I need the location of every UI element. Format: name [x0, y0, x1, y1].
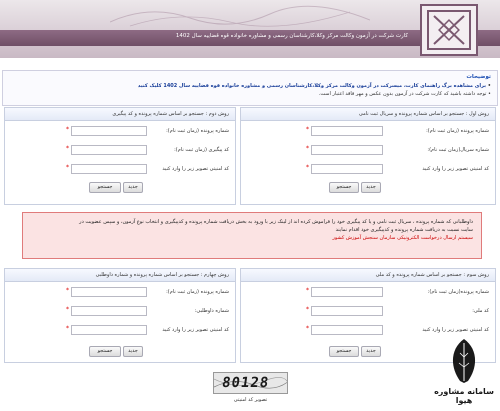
- method2-panel: [4, 107, 236, 205]
- method2-label-case: شماره پرونده (زمان ثبت نام):: [166, 128, 229, 134]
- method4-search-button[interactable]: جستجو: [89, 346, 121, 357]
- method3-captcha-input[interactable]: [311, 325, 383, 335]
- captcha-label: تصویر کد امنیتی: [233, 397, 268, 403]
- method4-title: روش چهارم : جستجو بر اساس شماره پرونده و شماره داوطلبی: [5, 269, 235, 282]
- captcha-code: 80128: [220, 375, 271, 391]
- required-mark: *: [66, 126, 69, 133]
- forgot-info-alert: [22, 212, 482, 259]
- required-mark: *: [306, 145, 309, 152]
- alert-line2: سایت نسبت به دریافت شماره پرونده و کدپیگیری خود اقدام نمایند: [335, 227, 473, 233]
- alert-line1: داوطلبانی که شماره پرونده ، سریال ثبت نامی و یا کد پیگیری خود را فراموش کرده اند از لینک زیر با ورود به بخش دریافت شماره پرونده و کدپیگیری و انتخاب نوع آزمون، و سپس عضویت در: [79, 219, 473, 225]
- required-mark: *: [66, 325, 69, 332]
- site-header: [0, 0, 500, 58]
- notes-box: [2, 70, 498, 106]
- hiva-watermark: [430, 335, 498, 405]
- method3-title: روش سوم : جستجو بر اساس شماره پرونده و کد ملی: [241, 269, 495, 282]
- guide-link[interactable]: • برای مشاهده برگ راهنمای کارت، میسرکت در آزمون وکالت مرکز وکلا،کارشناسان رسمی و مشاوره خانواده قوه قضاییه سال 1402 کلیک کنید: [9, 82, 491, 90]
- method2-tracking-input[interactable]: [71, 145, 147, 155]
- method2-search-button[interactable]: جستجو: [89, 182, 121, 193]
- method1-serial-input[interactable]: [311, 145, 383, 155]
- method1-label-serial: شماره سریال(زمان ثبت نام):: [427, 147, 489, 153]
- method4-new-button[interactable]: جدید: [123, 346, 143, 357]
- header-decoration: [110, 2, 370, 28]
- required-mark: *: [66, 287, 69, 294]
- method1-case-input[interactable]: [311, 126, 383, 136]
- method1-label-captcha: کد امنیتی تصویر زیر را وارد کنید: [422, 166, 489, 172]
- method4-panel: [4, 268, 236, 363]
- notes-title: توضیحات: [466, 74, 491, 80]
- method3-label-national-id: کد ملی:: [472, 308, 489, 314]
- watermark-text: سامانه مشاوره هیوا: [434, 387, 494, 405]
- organization-logo: [420, 4, 478, 56]
- method1-title: روش اول : جستجو بر اساس شماره پرونده و سریال ثبت نامی: [241, 108, 495, 121]
- method1-new-button[interactable]: جدید: [361, 182, 381, 193]
- sanjesh-request-link[interactable]: سیستم ارسال درخواست الکترونیکی سازمان سنجش آموزش کشور: [332, 235, 473, 241]
- required-mark: *: [66, 306, 69, 313]
- method1-search-button[interactable]: جستجو: [329, 182, 359, 193]
- method1-panel: [240, 107, 496, 205]
- method3-search-button[interactable]: جستجو: [329, 346, 359, 357]
- required-mark: *: [306, 325, 309, 332]
- method3-label-case: شماره پرونده(زمان ثبت نام):: [427, 289, 489, 295]
- required-mark: *: [306, 164, 309, 171]
- method4-label-candidate-no: شماره داوطلبی:: [194, 308, 229, 314]
- notes-warning: • توجه داشته باشید که کارت شرکت در آزمون بدون عکس و مهر فاقد اعتبار است.: [9, 90, 491, 98]
- method2-label-tracking: کد پیگیری (زمان ثبت نام):: [174, 147, 229, 153]
- method3-label-captcha: کد امنیتی تصویر زیر را وارد کنید: [422, 327, 489, 333]
- method3-case-input[interactable]: [311, 287, 383, 297]
- captcha-image: [213, 372, 288, 394]
- feather-pen-icon: [430, 335, 498, 387]
- method4-candidate-no-input[interactable]: [71, 306, 147, 316]
- method1-label-case: شماره پرونده (زمان ثبت نام):: [426, 128, 489, 134]
- required-mark: *: [66, 145, 69, 152]
- method1-captcha-input[interactable]: [311, 164, 383, 174]
- required-mark: *: [306, 126, 309, 133]
- header-title: کارت شرکت در آزمون وکالت مرکز وکلا،کارشناسان رسمی و مشاوره خانواده قوه قضاییه سال 1402: [175, 33, 408, 39]
- method2-captcha-input[interactable]: [71, 164, 147, 174]
- method3-new-button[interactable]: جدید: [361, 346, 381, 357]
- method4-label-case: شماره پرونده (زمان ثبت نام):: [166, 289, 229, 295]
- method2-label-captcha: کد امنیتی تصویر زیر را وارد کنید: [162, 166, 229, 172]
- required-mark: *: [306, 287, 309, 294]
- method4-captcha-input[interactable]: [71, 325, 147, 335]
- method4-label-captcha: کد امنیتی تصویر زیر را وارد کنید: [162, 327, 229, 333]
- method3-national-id-input[interactable]: [311, 306, 383, 316]
- required-mark: *: [306, 306, 309, 313]
- method2-case-input[interactable]: [71, 126, 147, 136]
- method4-case-input[interactable]: [71, 287, 147, 297]
- method2-new-button[interactable]: جدید: [123, 182, 143, 193]
- method2-title: روش دوم : جستجو بر اساس شماره پرونده و کد پیگیری: [5, 108, 235, 121]
- required-mark: *: [66, 164, 69, 171]
